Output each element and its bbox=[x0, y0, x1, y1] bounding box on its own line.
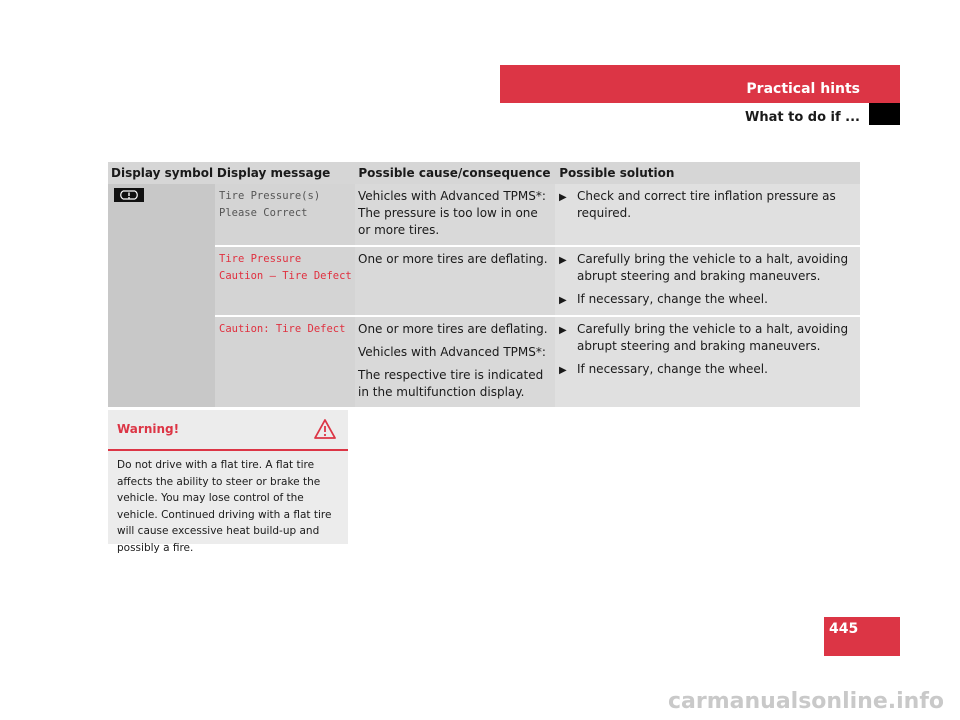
display-message: Tire Pressure(s) Please Correct bbox=[215, 184, 355, 245]
warning-text: Do not drive with a flat tire. A flat tire affects the ability to steer or brake the vehicle. You may lose control of the vehicle. Continued driving with a flat tire will cause excessive heat build-up and possibly a fire. bbox=[117, 459, 332, 554]
arrow-icon: ▶ bbox=[559, 255, 567, 266]
possible-solution: ▶ Carefully bring the vehicle to a halt, avoiding abrupt steering and braking maneuvers. ▶ If necessary, change the wheel. bbox=[555, 317, 860, 407]
arrow-icon: ▶ bbox=[559, 325, 567, 336]
warning-header bbox=[108, 410, 348, 451]
header-band bbox=[500, 65, 900, 103]
possible-cause: One or more tires are deflating. Vehicles with Advanced TPMS*: The respective tire is indicated in the multifunction display. bbox=[355, 317, 555, 407]
table-row bbox=[215, 317, 860, 407]
arrow-icon: ▶ bbox=[559, 295, 567, 306]
table-row bbox=[215, 184, 860, 247]
arrow-icon: ▶ bbox=[559, 365, 567, 376]
table-header bbox=[108, 162, 860, 184]
symbol-cell bbox=[108, 184, 215, 407]
table-row bbox=[215, 247, 860, 317]
page-number: 445 bbox=[829, 621, 859, 637]
warning-box bbox=[108, 410, 348, 554]
display-message: Caution: Tire Defect bbox=[215, 317, 355, 407]
possible-solution: ▶ Check and correct tire inflation pressure as required. bbox=[555, 184, 860, 245]
watermark: carmanualsonline.info bbox=[668, 689, 944, 714]
header-display-symbol: Display symbol bbox=[111, 165, 214, 180]
tire-pressure-warning-icon bbox=[114, 188, 144, 202]
possible-cause: One or more tires are deflating. bbox=[355, 247, 555, 315]
section-title: Practical hints bbox=[746, 81, 860, 97]
warning-triangle-icon bbox=[314, 419, 336, 439]
possible-solution: ▶ Carefully bring the vehicle to a halt, avoiding abrupt steering and braking maneuvers. ▶ If necessary, change the wheel. bbox=[555, 247, 860, 315]
header-possible-solution: Possible solution bbox=[559, 165, 675, 180]
display-message: Tire Pressure Caution – Tire Defect bbox=[215, 247, 355, 315]
arrow-icon: ▶ bbox=[559, 192, 567, 203]
page-number-badge bbox=[824, 617, 900, 656]
warning-title: Warning! bbox=[117, 422, 180, 436]
symbol-table bbox=[108, 162, 860, 407]
section-tab bbox=[869, 103, 900, 125]
possible-cause: Vehicles with Advanced TPMS*: The pressure is too low in one or more tires. bbox=[355, 184, 555, 245]
subsection-title: What to do if ... bbox=[745, 110, 860, 125]
header-display-message: Display message bbox=[216, 165, 331, 180]
header-possible-cause: Possible cause/consequence bbox=[358, 165, 551, 180]
